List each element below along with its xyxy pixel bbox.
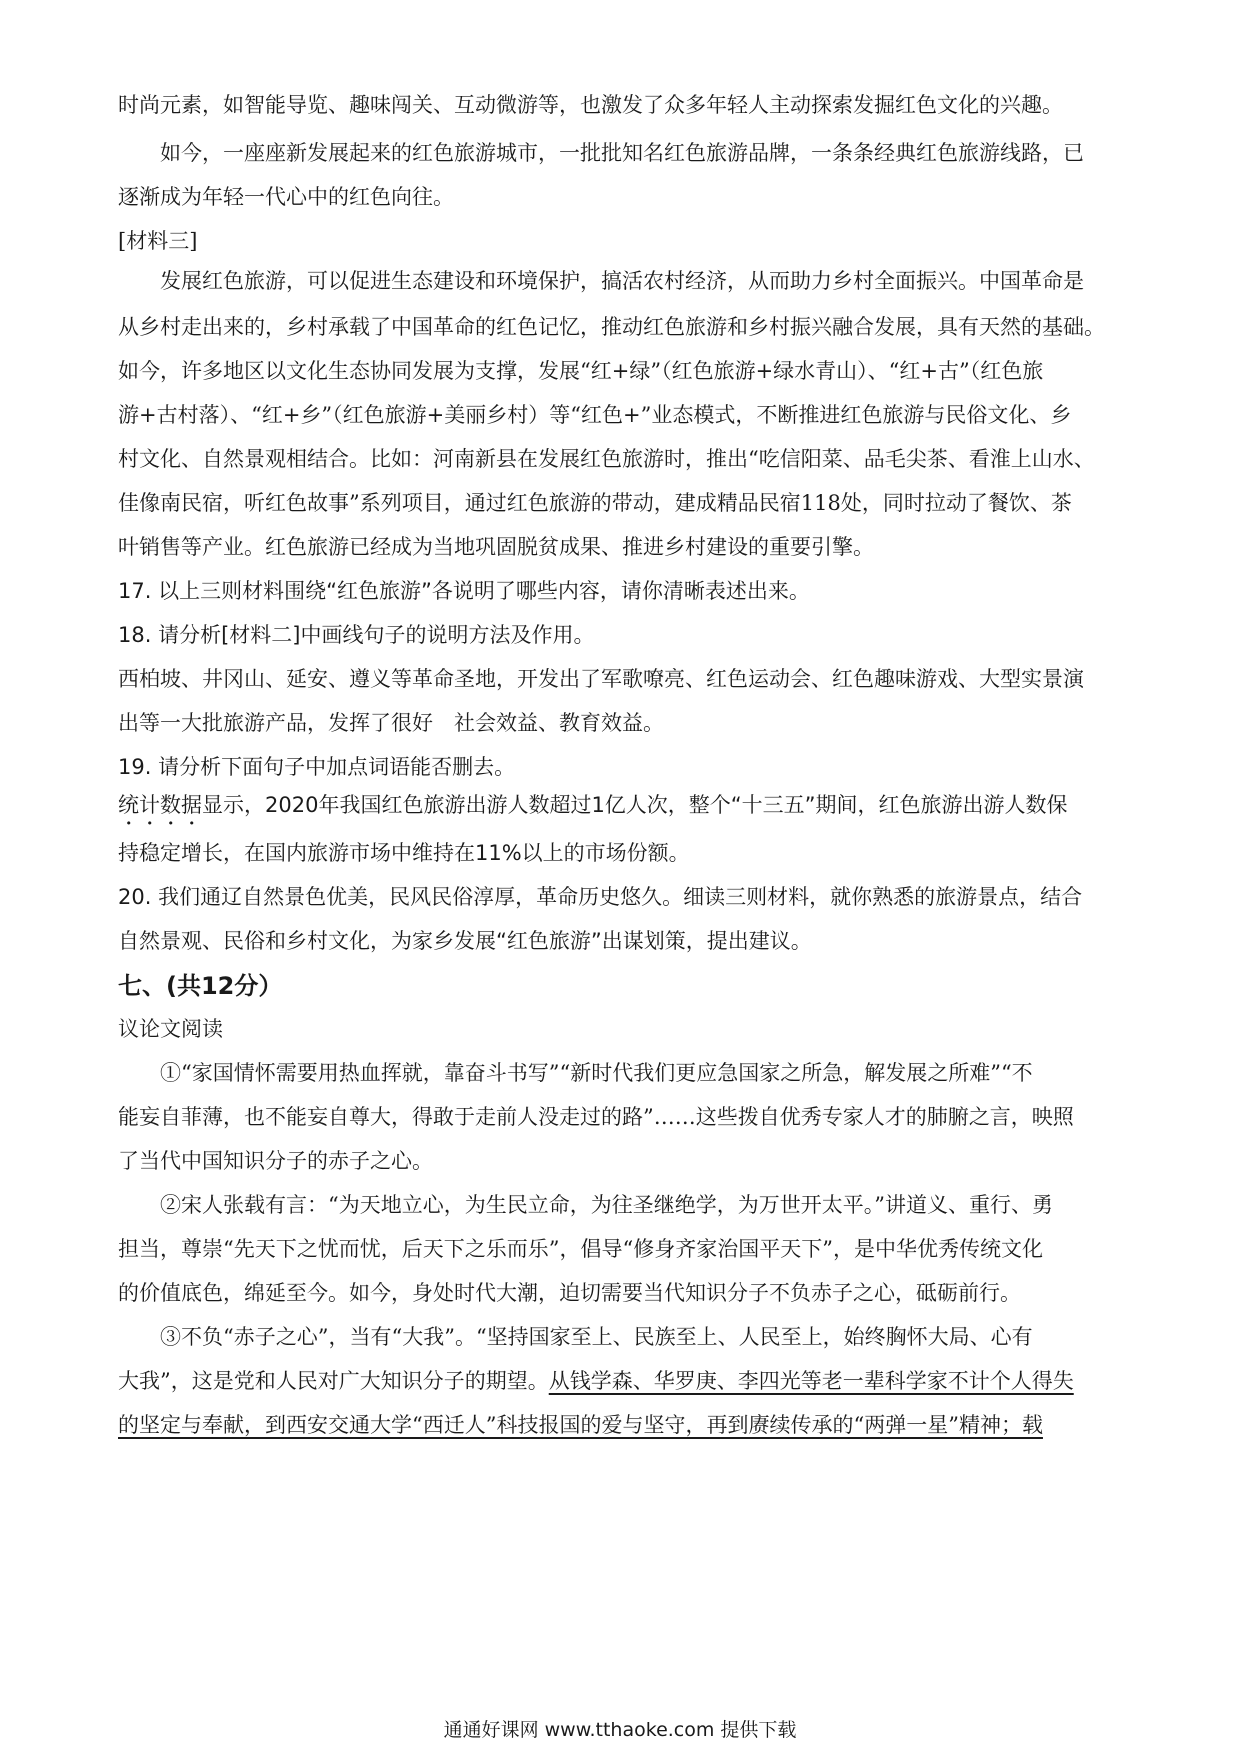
argument-paragraph-1: 能妄自菲薄，也不能妄自尊大，得敢于走前人没走过的路”……这些拨自优秀专家人才的肺腑之言，映照 <box>118 1105 1074 1129</box>
underlined-sentence: 从钱学森、华罗庚、李四光等老一辈科学家不计个人得失 <box>548 1369 1074 1393</box>
material2-tail-line2: 如今，一座座新发展起来的红色旅游城市，一批批知名红色旅游品牌，一条条经典红色旅游线路，已 <box>160 141 1084 165</box>
question-19: 19. 请分析下面句子中加点词语能否删去。 <box>118 755 516 779</box>
question-17: 17. 以上三则材料围绕“红色旅游”各说明了哪些内容，请你清晰表述出来。 <box>118 579 810 603</box>
argument-paragraph-3 <box>118 1366 1128 1396</box>
question-19-quote-line1 <box>118 790 1128 830</box>
material3-line: 从乡村走出来的，乡村承载了中国革命的红色记忆，推动红色旅游和乡村振兴融合发展，具有天然的基础。 <box>118 315 1105 339</box>
question-18-quote-line1: 西柏坡、井冈山、延安、遵义等革命圣地，开发出了军歌嘹亮、红色运动会、红色趣味游戏、大型实景演 <box>118 667 1084 691</box>
material2-tail-line3: 逐渐成为年轻一代心中的红色向往。 <box>118 185 454 209</box>
paragraph-3-plain-text: 大我”，这是党和人民对广大知识分子的期望。 <box>118 1369 549 1393</box>
material3-line: 村文化、自然景观相结合。比如：河南新县在发展红色旅游时，推出“吃信阳菜、品毛尖茶、看淮上山水、 <box>118 447 1095 471</box>
material3-label: [材料三] <box>118 229 198 253</box>
material3-line: 佳像南民宿，听红色故事”系列项目，通过红色旅游的带动，建成精品民宿118处，同时拉动了餐饮、茶 <box>118 491 1072 515</box>
question-18: 18. 请分析[材料二]中画线句子的说明方法及作用。 <box>118 623 595 647</box>
dotted-phrase: 统计数据 <box>118 793 202 817</box>
footer-source: 通通好课网 www.tthaoke.com 提供下载 <box>443 1719 797 1741</box>
underlined-sentence: 的坚定与奉献，到西安交通大学“西迁人”科技报国的爱与坚守，再到赓续传承的“两弹一星”精神；载 <box>118 1413 1043 1437</box>
section-7-subheading: 议论文阅读 <box>118 1017 223 1041</box>
question-19-quote-line2: 持稳定增长，在国内旅游市场中维持在11%以上的市场份额。 <box>118 841 690 865</box>
section-7-heading: 七、(共12分） <box>118 972 283 1000</box>
question-18-quote-line2: 出等一大批旅游产品，发挥了很好 社会效益、教育效益。 <box>118 711 664 735</box>
argument-paragraph-3: ③不负“赤子之心”，当有“大我”。“坚持国家至上、民族至上、人民至上，始终胸怀大局、心有 <box>160 1325 1033 1349</box>
argument-paragraph-3 <box>118 1410 1128 1440</box>
material3-line: 叶销售等产业。红色旅游已经成为当地巩固脱贫成果、推进乡村建设的重要引擎。 <box>118 535 874 559</box>
question-20-line1: 20. 我们通辽自然景色优美，民风民俗淳厚，革命历史悠久。细读三则材料，就你熟悉的旅游景点，结合 <box>118 885 1083 909</box>
material3-line: 如今，许多地区以文化生态协同发展为支撑，发展“红+绿”（红色旅游+绿水青山）、“红+古”（红色旅 <box>118 359 1044 383</box>
material3-line: 游+古村落）、“红+乡”（红色旅游+美丽乡村）等“红色+”业态模式，不断推进红色旅游与民俗文化、乡 <box>118 403 1072 427</box>
argument-paragraph-2: ②宋人张载有言：“为天地立心，为生民立命，为往圣继绝学，为万世开太平。”讲道义、重行、勇 <box>160 1193 1053 1217</box>
question-19-quote-rest: 显示，2020年我国红色旅游出游人数超过1亿人次，整个“十三五”期间，红色旅游出游人数保 <box>202 793 1068 817</box>
argument-paragraph-2: 的价值底色，绵延至今。如今，身处时代大潮，迫切需要当代知识分子不负赤子之心，砥砺前行。 <box>118 1281 1021 1305</box>
material3-line: 发展红色旅游，可以促进生态建设和环境保护，搞活农村经济，从而助力乡村全面振兴。中国革命是 <box>160 269 1084 293</box>
question-20-line2: 自然景观、民俗和乡村文化，为家乡发展“红色旅游”出谋划策，提出建议。 <box>118 929 812 953</box>
argument-paragraph-1: 了当代中国知识分子的赤子之心。 <box>118 1149 433 1173</box>
argument-paragraph-2: 担当，尊崇“先天下之忧而忧，后天下之乐而乐”，倡导“修身齐家治国平天下”，是中华优秀传统文化 <box>118 1237 1043 1261</box>
argument-paragraph-1: ①“家国情怀需要用热血挥就，靠奋斗书写”“新时代我们更应急国家之所急，解发展之所难”“不 <box>160 1061 1033 1085</box>
material2-tail-line1: 时尚元素，如智能导览、趣味闯关、互动微游等，也激发了众多年轻人主动探索发掘红色文化的兴趣。 <box>118 93 1063 117</box>
